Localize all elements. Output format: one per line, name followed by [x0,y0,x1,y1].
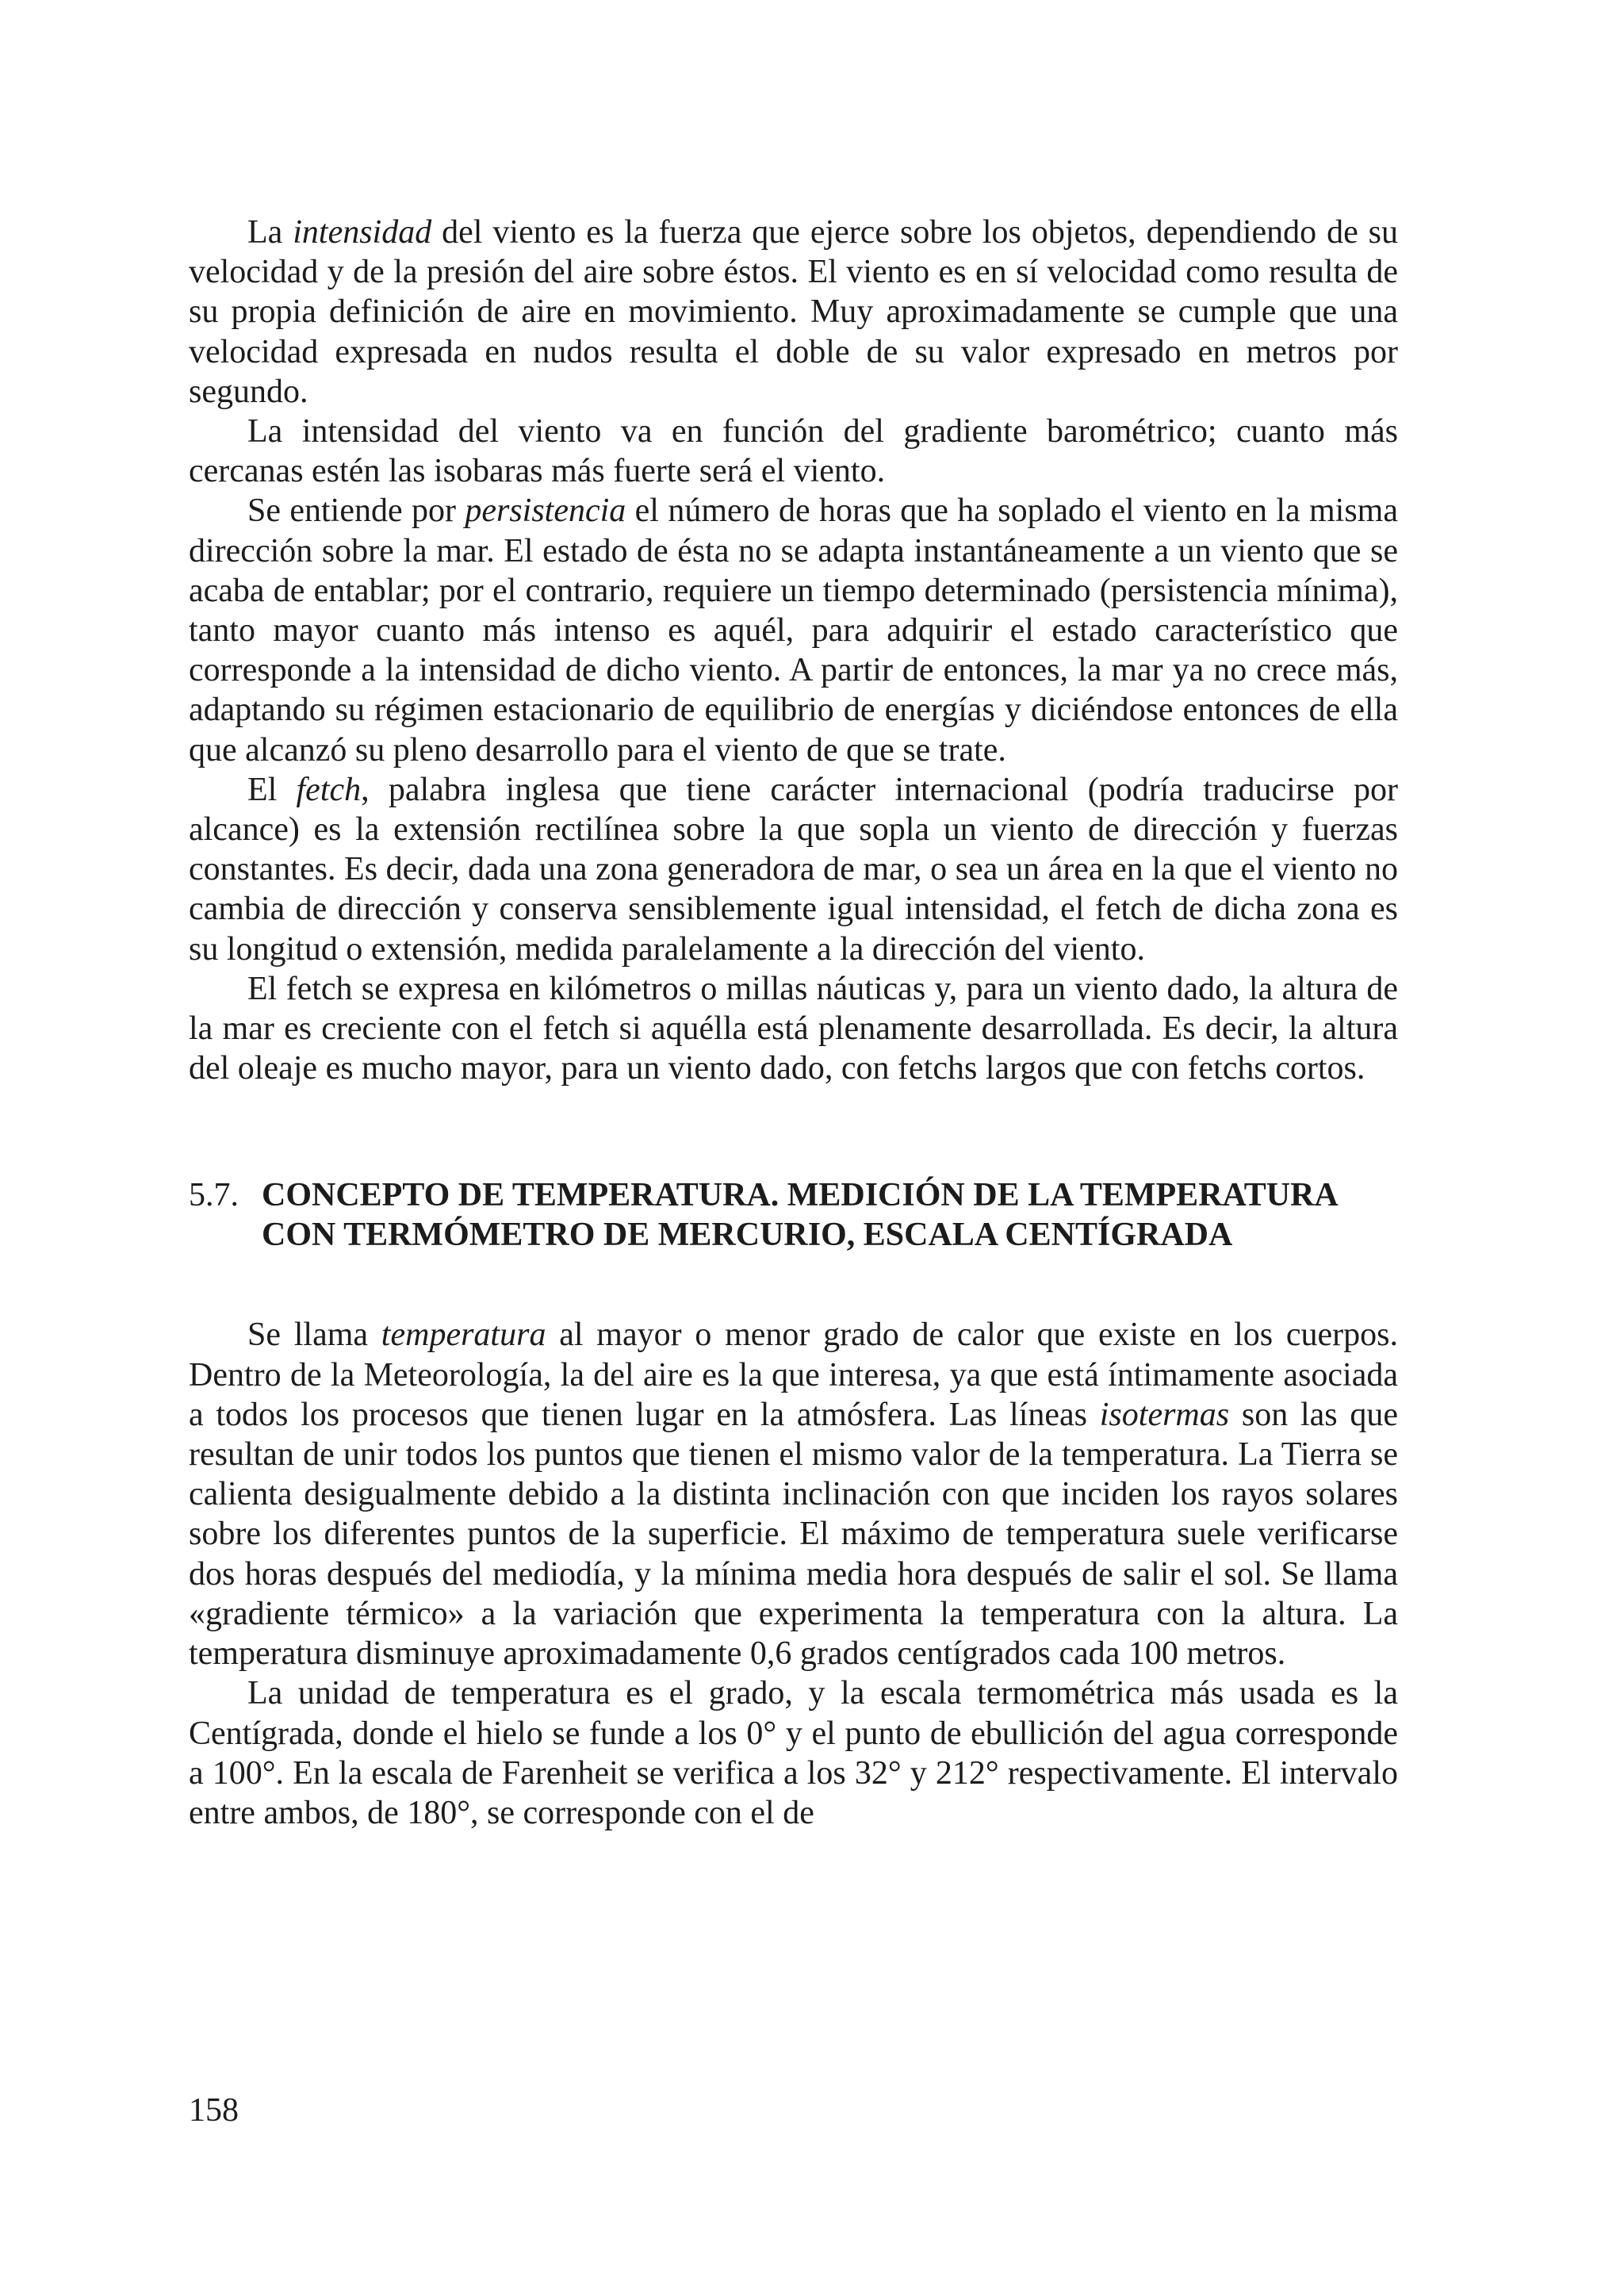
section-number: 5.7. [189,1177,239,1214]
paragraph-barometric-gradient: La intensidad del viento va en función del gradiente barométrico; cuanto más cercanas estén las isobaras más fuerte será el viento. [189,413,1398,490]
section-title: CONCEPTO DE TEMPERATURA. MEDICIÓN DE LA TEMPERATURA CON TERMÓMETRO DE MERCURIO, ESCALA CENTÍGRADA [262,1177,1337,1254]
section-heading [189,1175,1398,1255]
term-fetch: fetch [296,771,362,808]
paragraph-wind-intensity: La intensidad del viento es la fuerza que ejerce sobre los objetos, dependiendo de su velocidad y de la presión del aire sobre éstos. El viento es en sí velocidad como resulta de su propia definición de aire en movimiento. Muy aproximadamente se cumple que una velocidad expresada en nudos resulta el doble de su valor expresado en metros por segundo. [189,214,1399,410]
term-persistencia: persistencia [465,493,626,530]
term-isotermas: isotermas [1099,1396,1230,1433]
paragraph-persistence: Se entiende por persistencia el número de horas que ha soplado el viento en la misma dirección sobre la mar. El estado de ésta no se adapta instantáneamente a un viento que se acaba de entablar; por el contrario, requiere un tiempo determinado (persistencia mínima), tanto mayor cuanto más intenso es aquél, para adquirir el estado característico que corresponde a la intensidad de dicho viento. A partir de entonces, la mar ya no crece más, adaptando su régimen estacionario de equilibrio de energías y diciéndose entonces de ella que alcanzó su pleno desarrollo para el viento de que se trate. [189,493,1398,769]
page-number: 158 [189,2092,239,2129]
paragraph-temperature-definition: Se llama temperatura al mayor o menor grado de calor que existe en los cuerpos. Dentro de la Meteorología, la del aire es la que interesa, ya que está íntimamente asociada a todos los procesos que tienen lugar en la atmósfera. Las líneas isotermas son las que resultan de unir todos los puntos que tienen el mismo valor de la temperatura. La Tierra se calienta desigualmente debido a la distinta inclinación con que inciden los rayos solares sobre los diferentes puntos de la superficie. El máximo de temperatura suele verificarse dos horas después del mediodía, y la mínima media hora después de salir el sol. Se llama «gradiente térmico» a la variación que experimenta la temperatura con la altura. La temperatura disminuye aproximadamente 0,6 grados centígrados cada 100 metros. [189,1317,1398,1673]
paragraph-fetch-definition: El fetch, palabra inglesa que tiene carácter internacional (podría traducirse por alcance) es la extensión rectilínea sobre la que sopla un viento de dirección y fuerzas constantes. Es decir, dada una zona generadora de mar, o sea un área en la que el viento no cambia de dirección y conserva sensiblemente igual intensidad, el fetch de dicha zona es su longitud o extensión, medida paralelamente a la dirección del viento. [189,771,1398,968]
term-temperatura: temperatura [381,1317,546,1354]
paragraph-fetch-units: El fetch se expresa en kilómetros o millas náuticas y, para un viento dado, la altura de la mar es creciente con el fetch si aquélla está plenamente desarrollada. Es decir, la altura del oleaje es mucho mayor, para un viento dado, con fetchs largos que con fetchs cortos. [189,970,1398,1087]
term-intensidad: intensidad [293,214,432,251]
section-body [189,1315,1398,1833]
paragraph-temperature-scales: La unidad de temperatura es el grado, y la escala termométrica más usada es la Centígrada, donde el hielo se funde a los 0° y el punto de ebullición del agua corresponde a 100°. En la escala de Farenheit se verifica a los 32° y 212° respectivamente. El intervalo entre ambos, de 180°, se corresponde con el de [189,1675,1398,1831]
page-content [189,213,1398,1833]
